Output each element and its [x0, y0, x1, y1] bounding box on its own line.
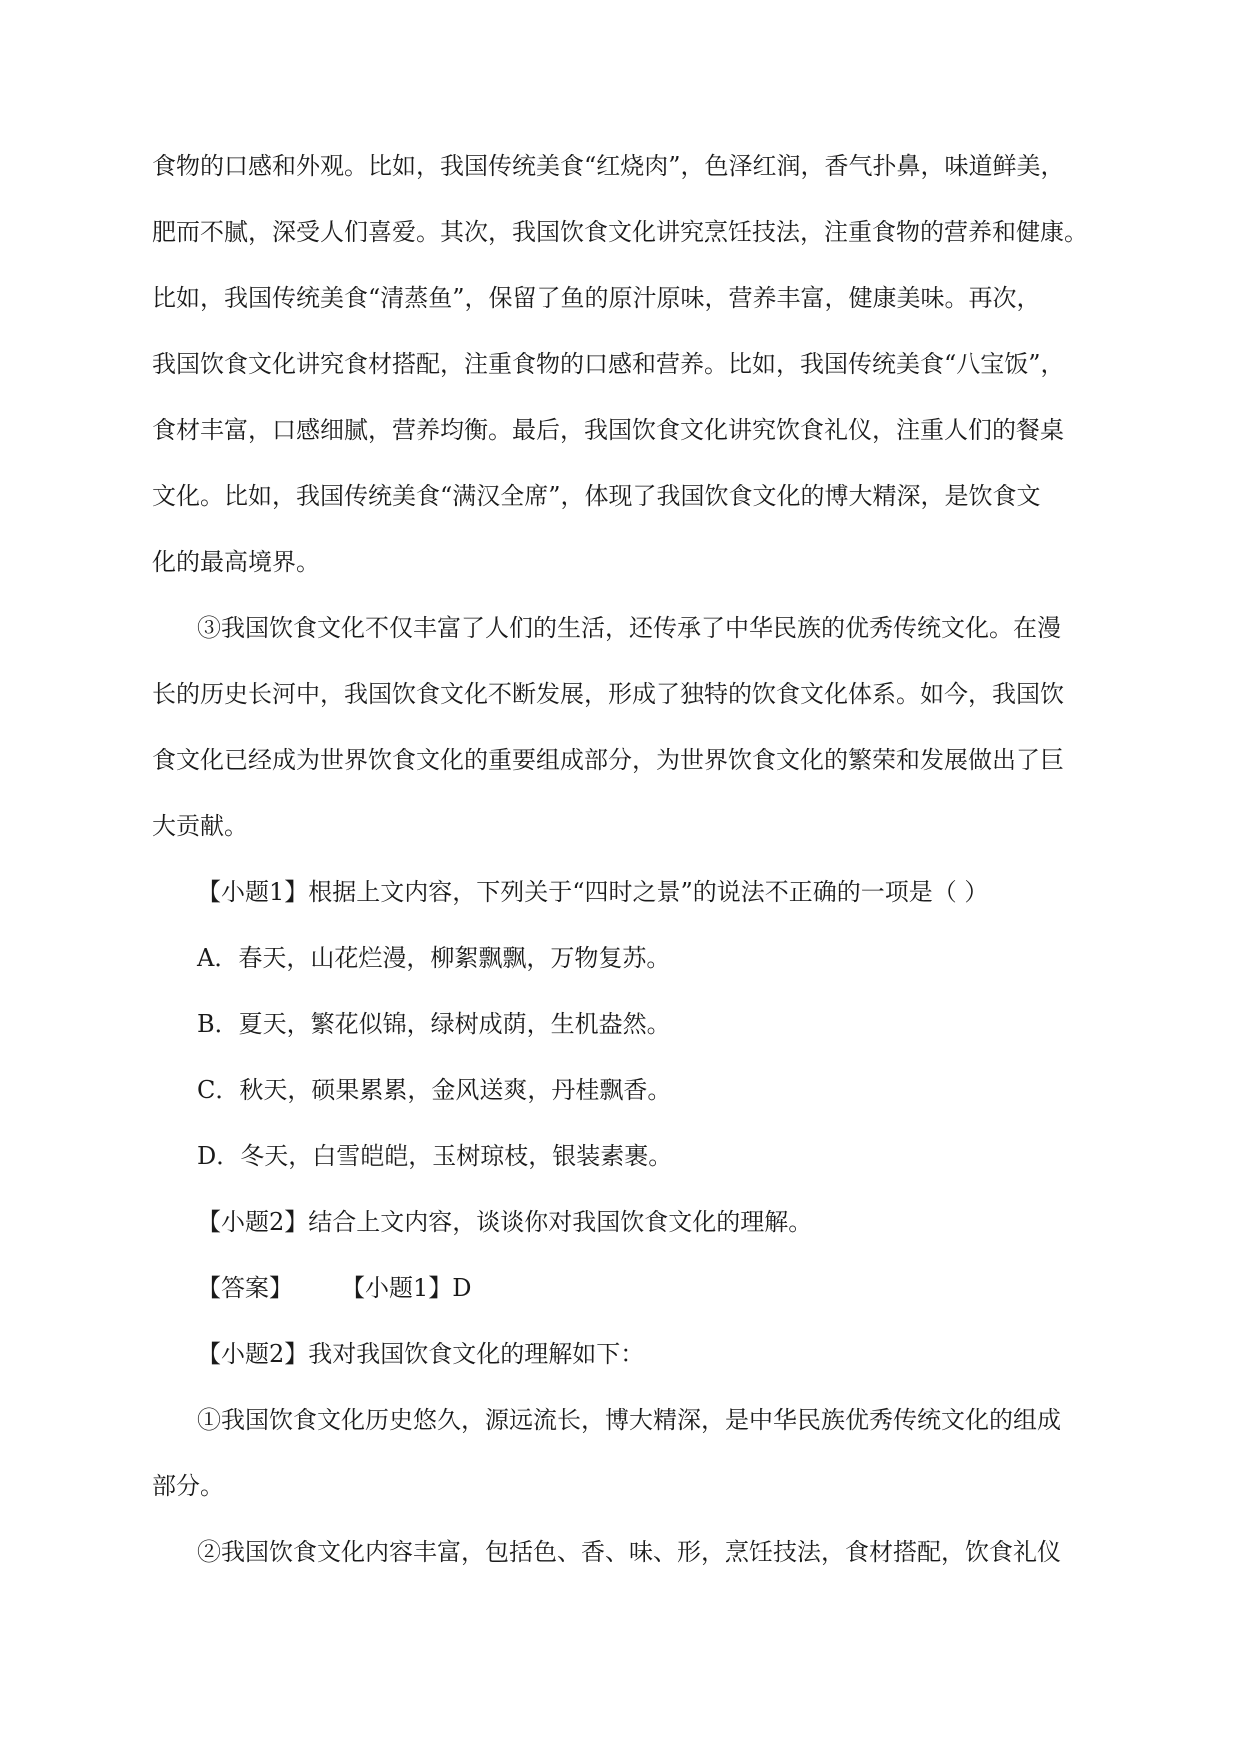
text-line: 比如，我国传统美食“清蒸鱼”，保留了鱼的原汁原味，营养丰富，健康美味。再次，	[152, 284, 1041, 312]
answer-point-2: ②我国饮食文化内容丰富，包括色、香、味、形，烹饪技法，食材搭配，饮食礼仪	[197, 1538, 1061, 1566]
text-line: 部分。	[152, 1472, 224, 1500]
answer-line: 【答案】 【小题1】D	[197, 1274, 472, 1302]
text-line: 大贡献。	[152, 812, 248, 840]
answer-2-intro: 【小题2】我对我国饮食文化的理解如下：	[197, 1340, 645, 1368]
option-a: A．春天，山花烂漫，柳絮飘飘，万物复苏。	[197, 944, 671, 972]
question-2-stem: 【小题2】结合上文内容，谈谈你对我国饮食文化的理解。	[197, 1208, 813, 1236]
option-c: C．秋天，硕果累累，金风送爽，丹桂飘香。	[197, 1076, 672, 1104]
text-line: 食文化已经成为世界饮食文化的重要组成部分，为世界饮食文化的繁荣和发展做出了巨	[152, 746, 1064, 774]
text-line: 长的历史长河中，我国饮食文化不断发展，形成了独特的饮食文化体系。如今，我国饮	[152, 680, 1064, 708]
answer-point-1: ①我国饮食文化历史悠久，源远流长，博大精深，是中华民族优秀传统文化的组成	[197, 1406, 1061, 1434]
text-line: 化的最高境界。	[152, 548, 320, 576]
paragraph-first-line: ③我国饮食文化不仅丰富了人们的生活，还传承了中华民族的优秀传统文化。在漫	[197, 614, 1061, 642]
text-line: 文化。比如，我国传统美食“满汉全席”，体现了我国饮食文化的博大精深，是饮食文	[152, 482, 1041, 510]
text-line: 食材丰富，口感细腻，营养均衡。最后，我国饮食文化讲究饮食礼仪，注重人们的餐桌	[152, 416, 1064, 444]
text-line: 食物的口感和外观。比如，我国传统美食“红烧肉”，色泽红润，香气扑鼻，味道鲜美，	[152, 152, 1065, 180]
option-b: B．夏天，繁花似锦，绿树成荫，生机盎然。	[197, 1010, 671, 1038]
text-line: 我国饮食文化讲究食材搭配，注重食物的口感和营养。比如，我国传统美食“八宝饭”，	[152, 350, 1065, 378]
question-1-stem: 【小题1】根据上文内容，下列关于“四时之景”的说法不正确的一项是（ ）	[197, 878, 989, 906]
text-line: 肥而不腻，深受人们喜爱。其次，我国饮食文化讲究烹饪技法，注重食物的营养和健康。	[152, 218, 1088, 246]
option-d: D．冬天，白雪皑皑，玉树琼枝，银装素裹。	[197, 1142, 673, 1170]
